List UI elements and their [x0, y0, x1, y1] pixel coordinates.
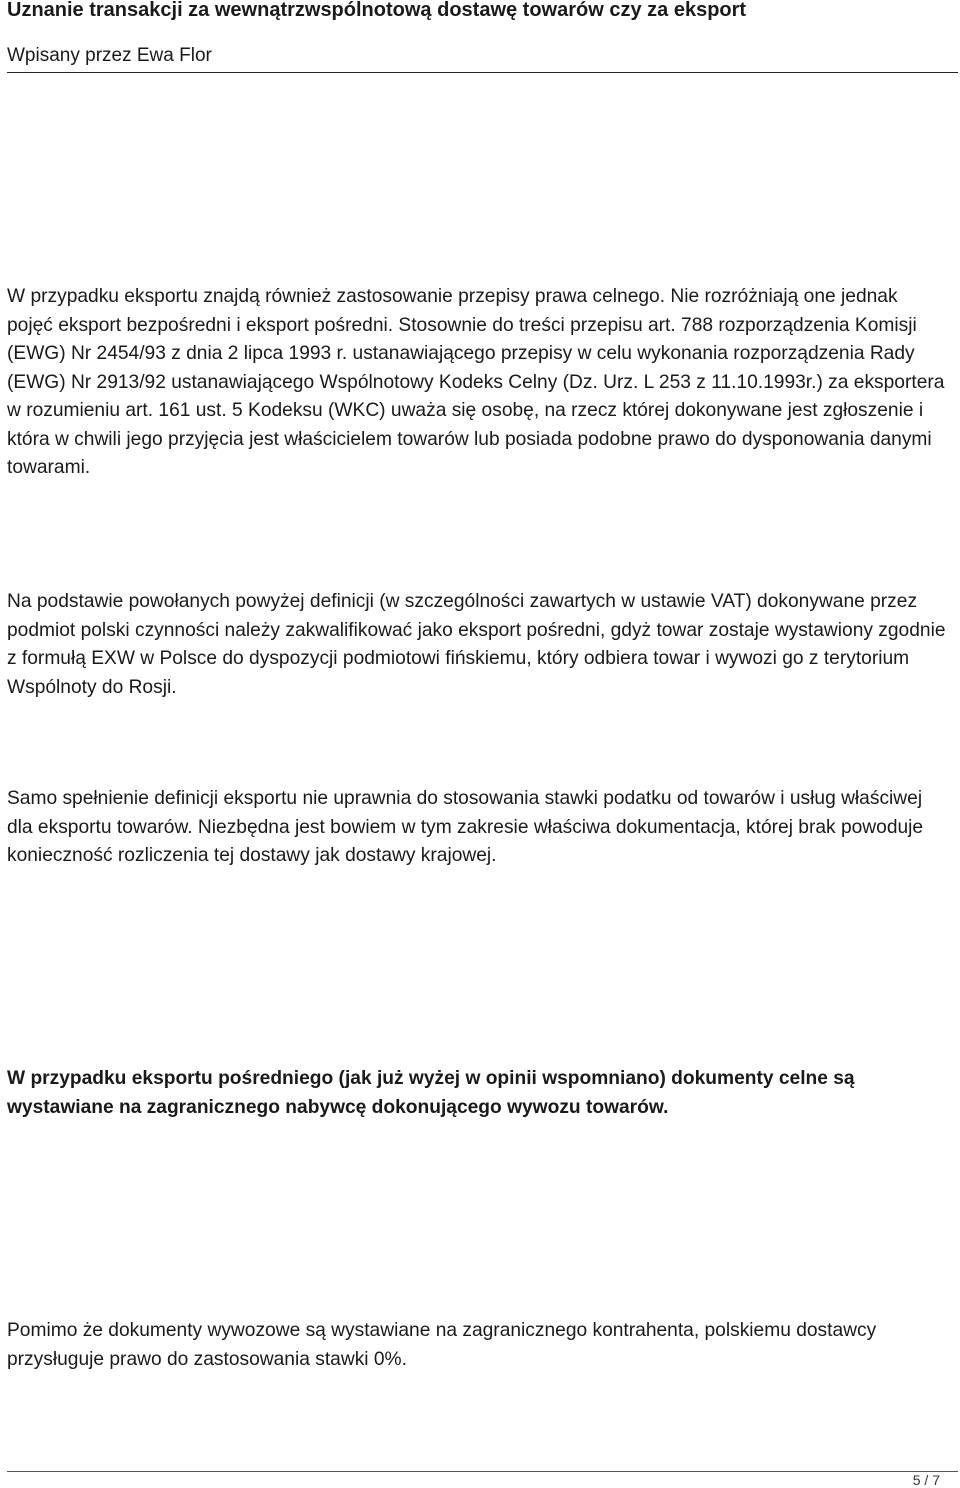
- header-divider: [7, 72, 958, 73]
- paragraph-indirect-export-qualification: Na podstawie powołanych powyżej definicji (w szczególności zawartych w ustawie VAT) dokonywane przez podmiot polski czynności należy zakwalifikować jako eksport pośredni, gdyż towar zostaje wystawiony zgodnie z formułą EXW w Polsce do dyspozycji podmiotowi fińskiemu, który odbiera towar i wywozi go z terytorium Wspólnoty do Rosji.: [7, 591, 946, 698]
- paragraph-customs-documents-bold: W przypadku eksportu pośredniego (jak już wyżej w opinii wspomniano) dokumenty celne są wystawiane na zagranicznego nabywcę dokonującego wywozu towarów.: [7, 1068, 855, 1118]
- page-number: 5 / 7: [912, 1472, 940, 1488]
- footer-divider: [7, 1471, 958, 1472]
- paragraph-zero-rate-right: Pomimo że dokumenty wywozowe są wystawiane na zagranicznego kontrahenta, polskiemu dostawcy przysługuje prawo do zastosowania stawki 0%.: [7, 1320, 877, 1370]
- paragraph-export-customs-law: W przypadku eksportu znajdą również zastosowanie przepisy prawa celnego. Nie rozróżniają one jednak pojęć eksport bezpośredni i eksport pośredni. Stosownie do treści przepisu art. 788 rozporządzenia Komisji (EWG) Nr 2454/93 z dnia 2 lipca 1993 r. ustanawiającego przepisy w celu wykonania rozporządzenia Rady (EWG) Nr 2913/92 ustanawiającego Wspólnotowy Kodeks Celny (Dz. Urz. L 253 z 11.10.1993r.) za eksportera w rozumieniu art. 161 ust. 5 Kodeksu (WKC) uważa się osobę, na rzecz której dokonywane jest zgłoszenie i która w chwili jego przyjęcia jest właścicielem towarów lub posiada podobne prawo do dysponowania danymi towarami.: [7, 286, 945, 478]
- paragraph-documentation-requirement: Samo spełnienie definicji eksportu nie uprawnia do stosowania stawki podatku od towarów i usług właściwej dla eksportu towarów. Niezbędna jest bowiem w tym zakresie właściwa dokumentacja, której brak powoduje konieczność rozliczenia tej dostawy jak dostawy krajowej.: [7, 788, 924, 866]
- author-line: Wpisany przez Ewa Flor: [7, 45, 212, 66]
- document-title: Uznanie transakcji za wewnątrzwspólnotową dostawę towarów czy za eksport: [7, 0, 747, 21]
